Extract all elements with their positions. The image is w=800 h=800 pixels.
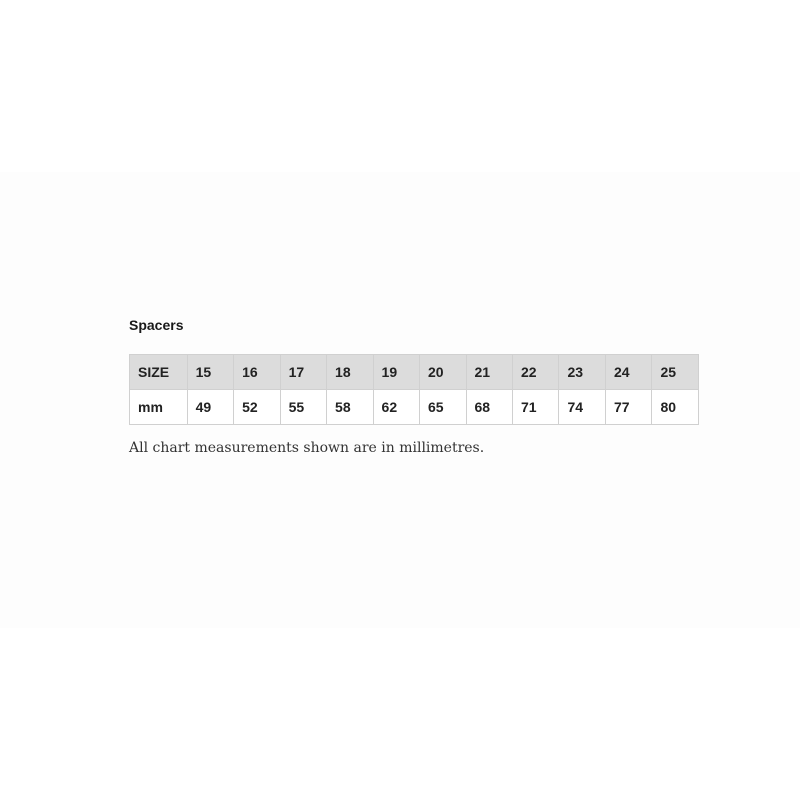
mm-cell: 80 <box>652 390 699 425</box>
mm-cell: 74 <box>559 390 605 425</box>
size-cell: 20 <box>420 355 466 390</box>
mm-row <box>130 390 699 425</box>
size-table <box>129 354 699 425</box>
mm-cell: 77 <box>605 390 651 425</box>
mm-cell: 49 <box>187 390 233 425</box>
size-cell: 16 <box>234 355 280 390</box>
mm-cell: 62 <box>373 390 419 425</box>
mm-cell: 58 <box>327 390 373 425</box>
mm-cell: 55 <box>280 390 326 425</box>
size-cell: 22 <box>512 355 558 390</box>
section-title: Spacers <box>129 317 184 333</box>
mm-cell: 68 <box>466 390 512 425</box>
mm-cell: 52 <box>234 390 280 425</box>
size-cell: 19 <box>373 355 419 390</box>
size-cell: 21 <box>466 355 512 390</box>
size-chart-section <box>129 317 699 471</box>
size-cell: 18 <box>327 355 373 390</box>
size-header-label: SIZE <box>130 355 188 390</box>
size-cell: 23 <box>559 355 605 390</box>
size-cell: 24 <box>605 355 651 390</box>
size-cell: 15 <box>187 355 233 390</box>
mm-cell: 65 <box>420 390 466 425</box>
mm-cell: 71 <box>512 390 558 425</box>
measurement-footnote: All chart measurements shown are in millimetres. <box>129 440 485 456</box>
mm-row-label: mm <box>130 390 188 425</box>
size-cell: 17 <box>280 355 326 390</box>
size-cell: 25 <box>652 355 699 390</box>
size-header-row <box>130 355 699 390</box>
